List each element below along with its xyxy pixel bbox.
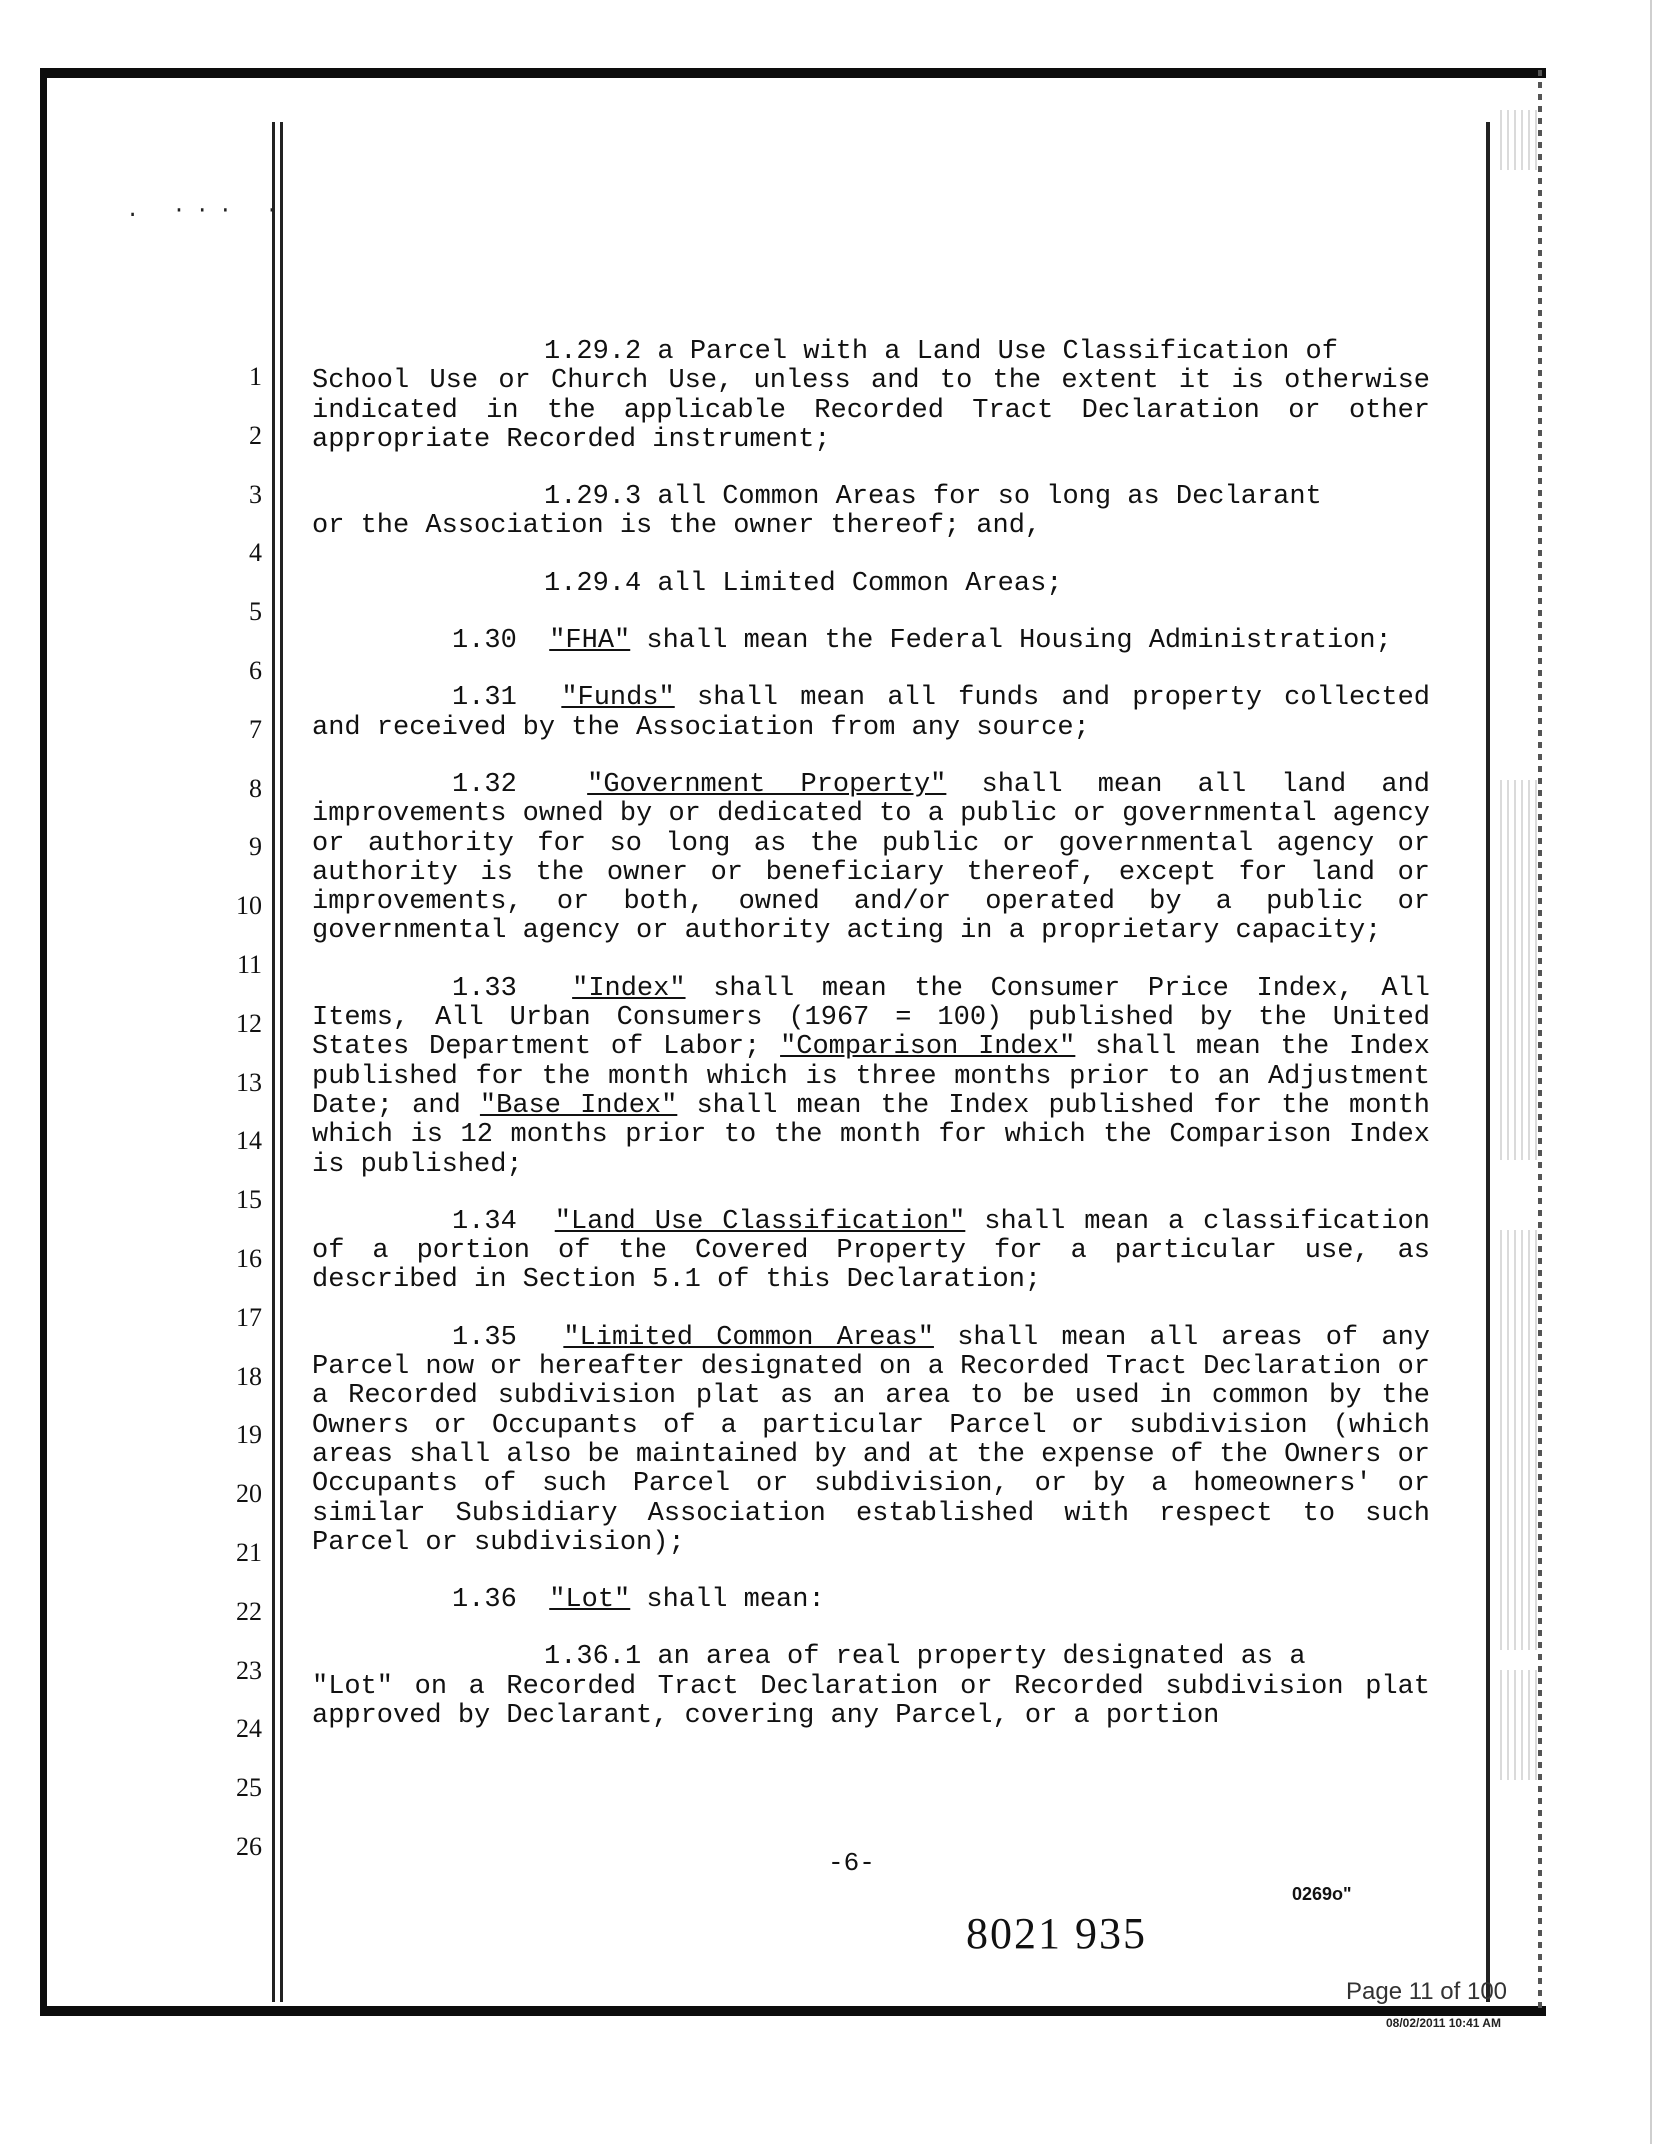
paragraph-text: "Lot" on a Recorded Tract Declaration or Recorded subdivision plat approved by Declarant, covering any Parcel, or a portion	[312, 1671, 1430, 1731]
paragraph-1-29-4	[312, 570, 1430, 599]
defined-term: "Comparison Index"	[780, 1032, 1076, 1063]
scan-speckle	[1500, 1230, 1540, 1650]
section-number: 1.30	[452, 626, 517, 657]
section-number: 1.34	[452, 1206, 517, 1237]
line-number: 13	[236, 1067, 262, 1097]
scan-speckle	[1500, 110, 1540, 170]
line-number: 18	[236, 1361, 262, 1391]
paragraph-lead: 1.29.4 all Limited Common Areas;	[544, 568, 1063, 599]
defined-term: "Funds"	[561, 683, 675, 714]
line-number: 26	[236, 1831, 262, 1861]
paragraph-1-36	[312, 1586, 1430, 1615]
line-number: 9	[249, 832, 262, 862]
paragraph-lead: 1.29.3 all Common Areas for so long as Declarant	[544, 482, 1322, 513]
section-number: 1.36	[452, 1585, 517, 1616]
defined-term: "Base Index"	[479, 1090, 678, 1121]
page-of-indicator: Page 11 of 100	[1346, 1978, 1508, 2005]
line-number: 14	[236, 1126, 262, 1156]
paragraph-1-31	[312, 684, 1430, 743]
line-number: 16	[236, 1243, 262, 1273]
paragraph-1-29-3	[312, 483, 1430, 542]
defined-term: "Index"	[572, 973, 686, 1004]
definition-text: shall mean all funds and property collected and received by the Association from any source;	[312, 683, 1431, 743]
paragraph-1-29-2	[312, 338, 1430, 455]
paragraph-1-35	[312, 1324, 1430, 1558]
section-number: 1.31	[452, 683, 517, 714]
margin-rule-left-inner	[280, 122, 283, 2002]
line-number: 25	[236, 1773, 262, 1803]
section-number: 1.35	[452, 1322, 517, 1353]
line-number: 8	[249, 773, 262, 803]
definition-text: shall mean the Index published for the month which is three months prior to an Adjustment Date; and	[312, 1032, 1430, 1121]
line-number: 5	[249, 597, 262, 627]
line-number: 15	[236, 1185, 262, 1215]
paragraph-1-32	[312, 771, 1430, 947]
line-number: 4	[249, 538, 262, 568]
defined-term: "Land Use Classification"	[554, 1206, 966, 1237]
defined-term: "Lot"	[549, 1585, 631, 1616]
line-number: 1	[249, 362, 262, 391]
line-number: 19	[236, 1420, 262, 1450]
scan-speckle	[1500, 780, 1540, 1160]
page-frame-left	[40, 68, 47, 2014]
line-number: 22	[236, 1596, 262, 1626]
section-number: 1.33	[452, 973, 517, 1004]
line-number: 6	[249, 655, 262, 685]
book-page-stamp: 8021 935	[966, 1909, 1147, 1958]
document-body	[312, 338, 1430, 1759]
line-number: 3	[249, 479, 262, 509]
paragraph-1-30	[312, 627, 1430, 656]
paragraph-1-34	[312, 1208, 1430, 1296]
paragraph-1-33	[312, 975, 1430, 1180]
defined-term: "Limited Common Areas"	[563, 1322, 934, 1353]
line-number: 23	[236, 1655, 262, 1685]
print-timestamp: 08/02/2011 10:41 AM	[1386, 2016, 1501, 2030]
paragraph-text: School Use or Church Use, unless and to the extent it is otherwise indicated in the applicable Recorded Tract Declaration or other appropriate Recorded instrument;	[312, 366, 1430, 455]
margin-rule-left-outer	[272, 122, 275, 2002]
line-number: 2	[249, 420, 262, 450]
margin-rule-right	[1486, 122, 1490, 2002]
line-number: 11	[236, 949, 262, 979]
line-number: 21	[236, 1537, 262, 1567]
definition-text: shall mean the Federal Housing Administration;	[630, 626, 1392, 657]
line-number: 24	[236, 1714, 262, 1744]
scan-speckle	[1500, 1670, 1540, 1780]
line-number: 7	[249, 714, 262, 744]
definition-text: shall mean:	[630, 1585, 825, 1616]
page-number: -6-	[828, 1848, 875, 1878]
scan-edge	[1650, 0, 1652, 2144]
line-number: 20	[236, 1479, 262, 1509]
paragraph-text: or the Association is the owner thereof; and,	[312, 511, 1042, 542]
line-number: 10	[236, 891, 262, 921]
line-number-column	[222, 348, 262, 1877]
definition-text: shall mean all areas of any Parcel now or hereafter designated on a Recorded Tract Declaration or a Recorded subdivision plat as an area to be used in common by the Owners or Occupants of a particular Parcel or subdivision (which areas shall also be maintained by and at the expense of the Owners or Occupants of such Parcel or subdivision, or by a homeowners' or similar Subsidiary Association established with respect to such Parcel or subdivision);	[312, 1322, 1430, 1558]
defined-term: "Government Property"	[587, 769, 947, 800]
page-frame-bottom	[40, 2006, 1546, 2016]
definition-text: shall mean the Index published for the month which is 12 months prior to the month for which the Comparison Index is published;	[312, 1090, 1430, 1180]
paragraph-lead: 1.29.2 a Parcel with a Land Use Classification of	[544, 337, 1338, 367]
page-frame-top	[40, 68, 1546, 78]
definition-text: shall mean a classification of a portion of the Covered Property for a particular use, as described in Section 5.1 of this Declaration;	[312, 1206, 1430, 1296]
defined-term: "FHA"	[549, 626, 631, 657]
margin-marks: . ··· ·	[126, 198, 289, 223]
definition-text: shall mean the Consumer Price Index, All Items, All Urban Consumers (1967 = 100) published by the United States Department of Labor;	[312, 973, 1431, 1063]
section-number: 1.32	[452, 769, 517, 800]
line-number: 17	[236, 1302, 262, 1332]
line-number: 12	[236, 1008, 262, 1038]
paragraph-lead: 1.36.1 an area of real property designated as a	[544, 1642, 1306, 1673]
definition-text: shall mean all land and improvements owned by or dedicated to a public or governmental agency or authority for so long as the public or governmental agency or authority is the owner or beneficiary thereof, except for land or improvements, or both, owned and/or operated by a public or governmental agency or authority acting in a proprietary capacity;	[312, 769, 1430, 947]
document-code: 0269o"	[1292, 1884, 1352, 1904]
paragraph-1-36-1	[312, 1643, 1430, 1731]
